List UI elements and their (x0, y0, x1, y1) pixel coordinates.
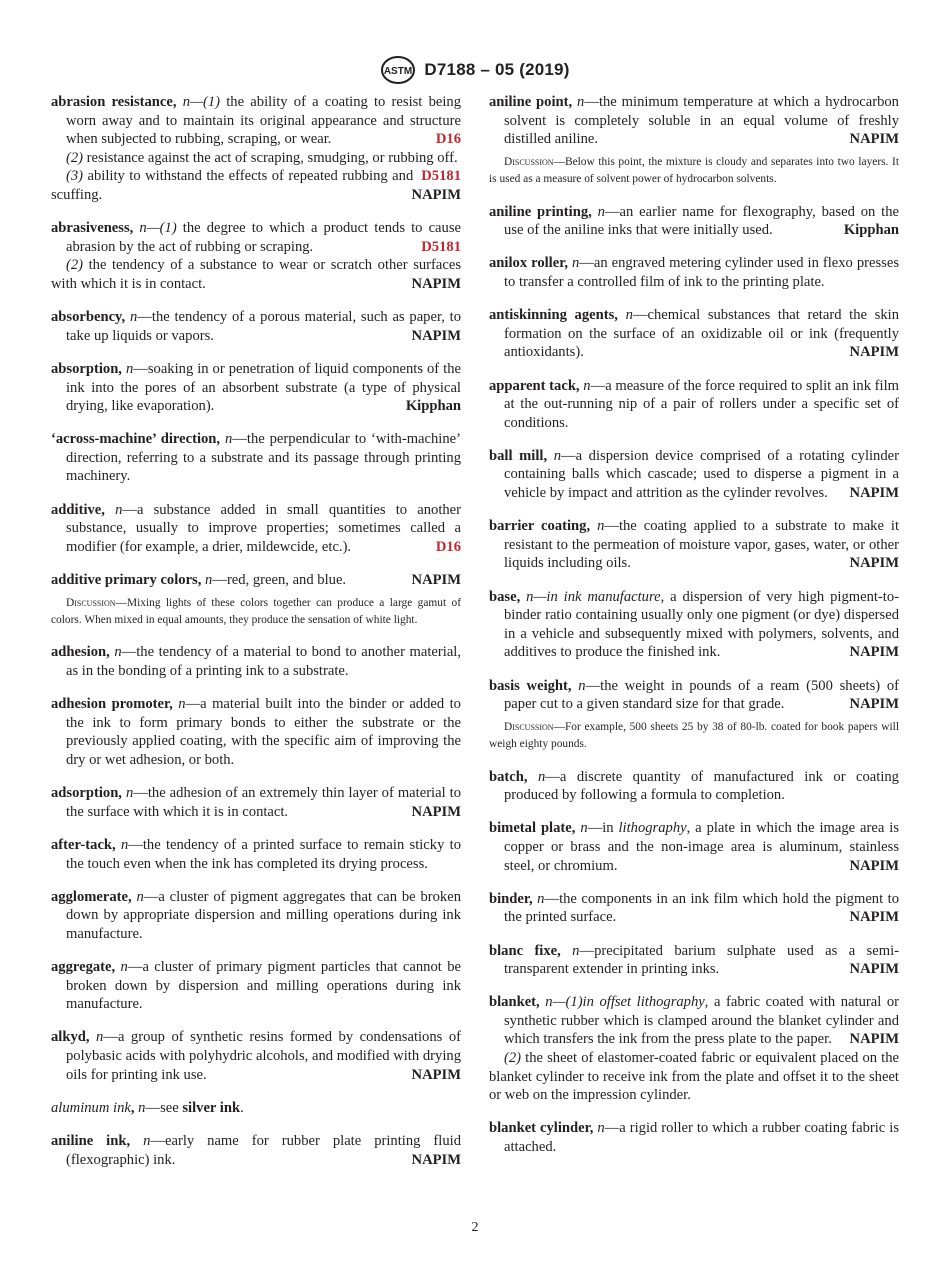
entry-blanket: blanket, n—(1)in offset lithography, a fabric coated with natural or synthetic rubber which is clamped around the blanket cylinder and which transfers the ink from the press plate to the paper. NAPIM (489, 994, 899, 1048)
reference-source: NAPIM (849, 909, 899, 926)
discussion-note: Discussion—For example, 500 sheets 25 by 38 of 80-lb. coated for book papers will weigh eighty pounds. (489, 721, 899, 751)
entry-barrier-coating: barrier coating, n—the coating applied to a substrate to make it resistant to the permeation of moisture vapor, gases, water, or other liquids including oils. NAPIM (489, 518, 899, 572)
entry-apparent-tack: apparent tack, n—a measure of the force required to split an ink film at the out-running nip of a pair of rollers under a specific set of conditions. (489, 377, 899, 431)
reference-source: NAPIM (411, 327, 461, 344)
reference-source: NAPIM (849, 1031, 899, 1048)
entry-adhesion-promoter: adhesion promoter, n—a material built into the binder or added to the ink to form primary bonds to either the substrate or the previously applied coating, with the specific aim of improving the dry or wet adhesion, or both. (51, 696, 461, 768)
reference-link[interactable]: D16 (435, 538, 461, 555)
reference-source: NAPIM (411, 1066, 461, 1083)
entry-basis-weight: basis weight, n—the weight in pounds of a ream (500 sheets) of paper cut to a given standard size for that grade. NAPIM (489, 677, 899, 713)
entry-abrasion-resistance-3: (3) ability to withstand the effects of repeated rubbing and scuffing. NAPIM (51, 168, 461, 203)
entry-aniline-printing: aniline printing, n—an earlier name for flexography, based on the use of the aniline inks that were initially used. Kipphan (489, 203, 899, 239)
reference-source: NAPIM (849, 644, 899, 661)
reference-source: NAPIM (849, 485, 899, 502)
left-column (51, 93, 461, 1181)
reference-source: NAPIM (849, 131, 899, 148)
entry-blanc-fixe: blanc fixe, n—precipitated barium sulphate used as a semi-transparent extender in printing inks. NAPIM (489, 942, 899, 978)
reference-link[interactable]: D5181 (421, 168, 461, 185)
entry-abrasiveness-2: (2) the tendency of a substance to wear or scratch other surfaces with which it is in contact. NAPIM (51, 257, 461, 292)
entry-aluminum-ink: aluminum ink, n—see silver ink. (51, 1099, 244, 1116)
entry-aniline-point: aniline point, n—the minimum temperature at which a hydrocarbon solvent is completely soluble in an equal volume of freshly distilled aniline. NAPIM (489, 94, 899, 148)
entry-additive: additive, n—a substance added in small quantities to another substance, usually to improve properties; sometimes called a modifier (for example, a drier, mildewcide, etc.). D16 (51, 501, 462, 555)
entry-absorbency: absorbency, n—the tendency of a porous material, such as paper, to take up liquids or vapors. NAPIM (51, 309, 462, 344)
entry-ball-mill: ball mill, n—a dispersion device comprised of a rotating cylinder containing balls which cascade; used to disperse a pigment in a vehicle by impact and attrition as the cylinder revolves. NAPIM (489, 447, 899, 502)
svg-text:ASTM: ASTM (384, 66, 413, 77)
entry-abrasion-resistance-2: (2) resistance against the act of scraping, smudging, or rubbing off. D5181 (66, 149, 461, 185)
entry-abrasiveness: abrasiveness, n—(1) the degree to which a product tends to cause abrasion by the act of rubbing or scraping. D5181 (51, 220, 461, 255)
entry-additive-primary-colors: additive primary colors, n—red, green, and blue. NAPIM (51, 572, 461, 589)
entry-agglomerate: agglomerate, n—a cluster of pigment aggregates that can be broken down by appropriate dispersion and milling operations during ink manufacture. (51, 888, 461, 942)
reference-source: NAPIM (849, 857, 899, 874)
right-column (489, 93, 899, 1168)
entry-blanket-2: (2) the sheet of elastomer-coated fabric or equivalent placed on the blanket cylinder to receive ink from the plate and offset it to the sheet or web on the impression cylinder. (489, 1050, 899, 1104)
entry-anilox-roller: anilox roller, n—an engraved metering cylinder used in flexo presses to transfer a controlled film of ink to the printing plate. (489, 255, 899, 290)
entry-adsorption: adsorption, n—the adhesion of an extremely thin layer of material to the surface with which it is in contact. NAPIM (51, 785, 461, 820)
entry-absorption: absorption, n—soaking in or penetration of liquid components of the ink into the pores of an absorbent substrate (a type of physical drying, like evaporation). Kipphan (51, 360, 461, 415)
discussion-note: Discussion—Mixing lights of these colors together can produce a large gamut of colors. When mixed in equal amounts, they produce the sensation of white light. (51, 597, 461, 627)
discussion-note: Discussion—Below this point, the mixture is cloudy and separates into two layers. It is used as a measure of solvent power of hydrocarbon solvents. (489, 156, 899, 186)
reference-source: NAPIM (411, 572, 461, 589)
entry-antiskinning-agents: antiskinning agents, n—chemical substances that retard the skin formation on the surface of an oxidizable oil or ink (frequently antioxidants). NAPIM (489, 307, 899, 361)
reference-source: NAPIM (411, 186, 461, 203)
entry-binder: binder, n—the components in an ink film which hold the pigment to the printed surface. NAPIM (489, 890, 899, 926)
cross-reference-link[interactable]: silver ink (182, 1099, 241, 1116)
reference-source: NAPIM (411, 275, 461, 292)
reference-source: Kipphan (405, 398, 461, 415)
page-number: 2 (471, 1220, 479, 1235)
entry-base: base, n—in ink manufacture, a dispersion of very high pigment-to-binder ratio containing usually only one pigment (or dye) dispersed in a vehicle and subsequently mixed with polymers, solvents, and additives to produce the finished ink. NAPIM (489, 588, 899, 661)
reference-link[interactable]: D16 (435, 131, 461, 148)
entry-after-tack: after-tack, n—the tendency of a printed surface to remain sticky to the touch even when the ink has completed its drying process. (51, 836, 461, 872)
entry-alkyd: alkyd, n—a group of synthetic resins formed by condensations of polybasic acids with polyhydric alcohols, and modified with drying oils for printing ink use. NAPIM (51, 1029, 461, 1083)
entry-blanket-cylinder: blanket cylinder, n—a rigid roller to which a rubber coating fabric is attached. (489, 1120, 899, 1156)
reference-source: NAPIM (849, 696, 899, 713)
entry-adhesion: adhesion, n—the tendency of a material to bond to another material, as in the bonding of a printing ink to a substrate. (51, 644, 461, 679)
entry-aniline-ink: aniline ink, n—early name for rubber plate printing fluid (flexographic) ink. NAPIM (51, 1133, 461, 1168)
reference-source: NAPIM (411, 1151, 461, 1168)
reference-source: NAPIM (849, 344, 899, 361)
reference-source: NAPIM (849, 555, 899, 572)
reference-source: NAPIM (849, 961, 899, 978)
document-id: D7188 – 05 (2019) (424, 60, 570, 79)
entry-batch: batch, n—a discrete quantity of manufactured ink or coating produced by following a formula to completion. (489, 768, 899, 804)
reference-link[interactable]: D5181 (421, 238, 461, 255)
entry-aggregate: aggregate, n—a cluster of primary pigment particles that cannot be broken down by dispersion and milling operations during ink manufacture. (51, 959, 461, 1013)
reference-source: Kipphan (843, 222, 899, 239)
reference-source: NAPIM (411, 803, 461, 820)
entry-abrasion-resistance: abrasion resistance, n—(1) the ability of a coating to resist being worn away and to maintain its original appearance and structure when subjected to rubbing, scraping, or wear. D16 (51, 94, 461, 148)
astm-logo-icon (380, 54, 416, 86)
entry-bimetal-plate: bimetal plate, n—in lithography, a plate in which the image area is copper or brass and the non-image area is aluminum, stainless steel, or chromium. NAPIM (489, 820, 899, 874)
page-header (0, 54, 950, 91)
entry-across-machine-direction: ‘across-machine’ direction, n—the perpendicular to ‘with-machine’ direction, referring to a substrate and its passage through printing machinery. (51, 431, 461, 485)
